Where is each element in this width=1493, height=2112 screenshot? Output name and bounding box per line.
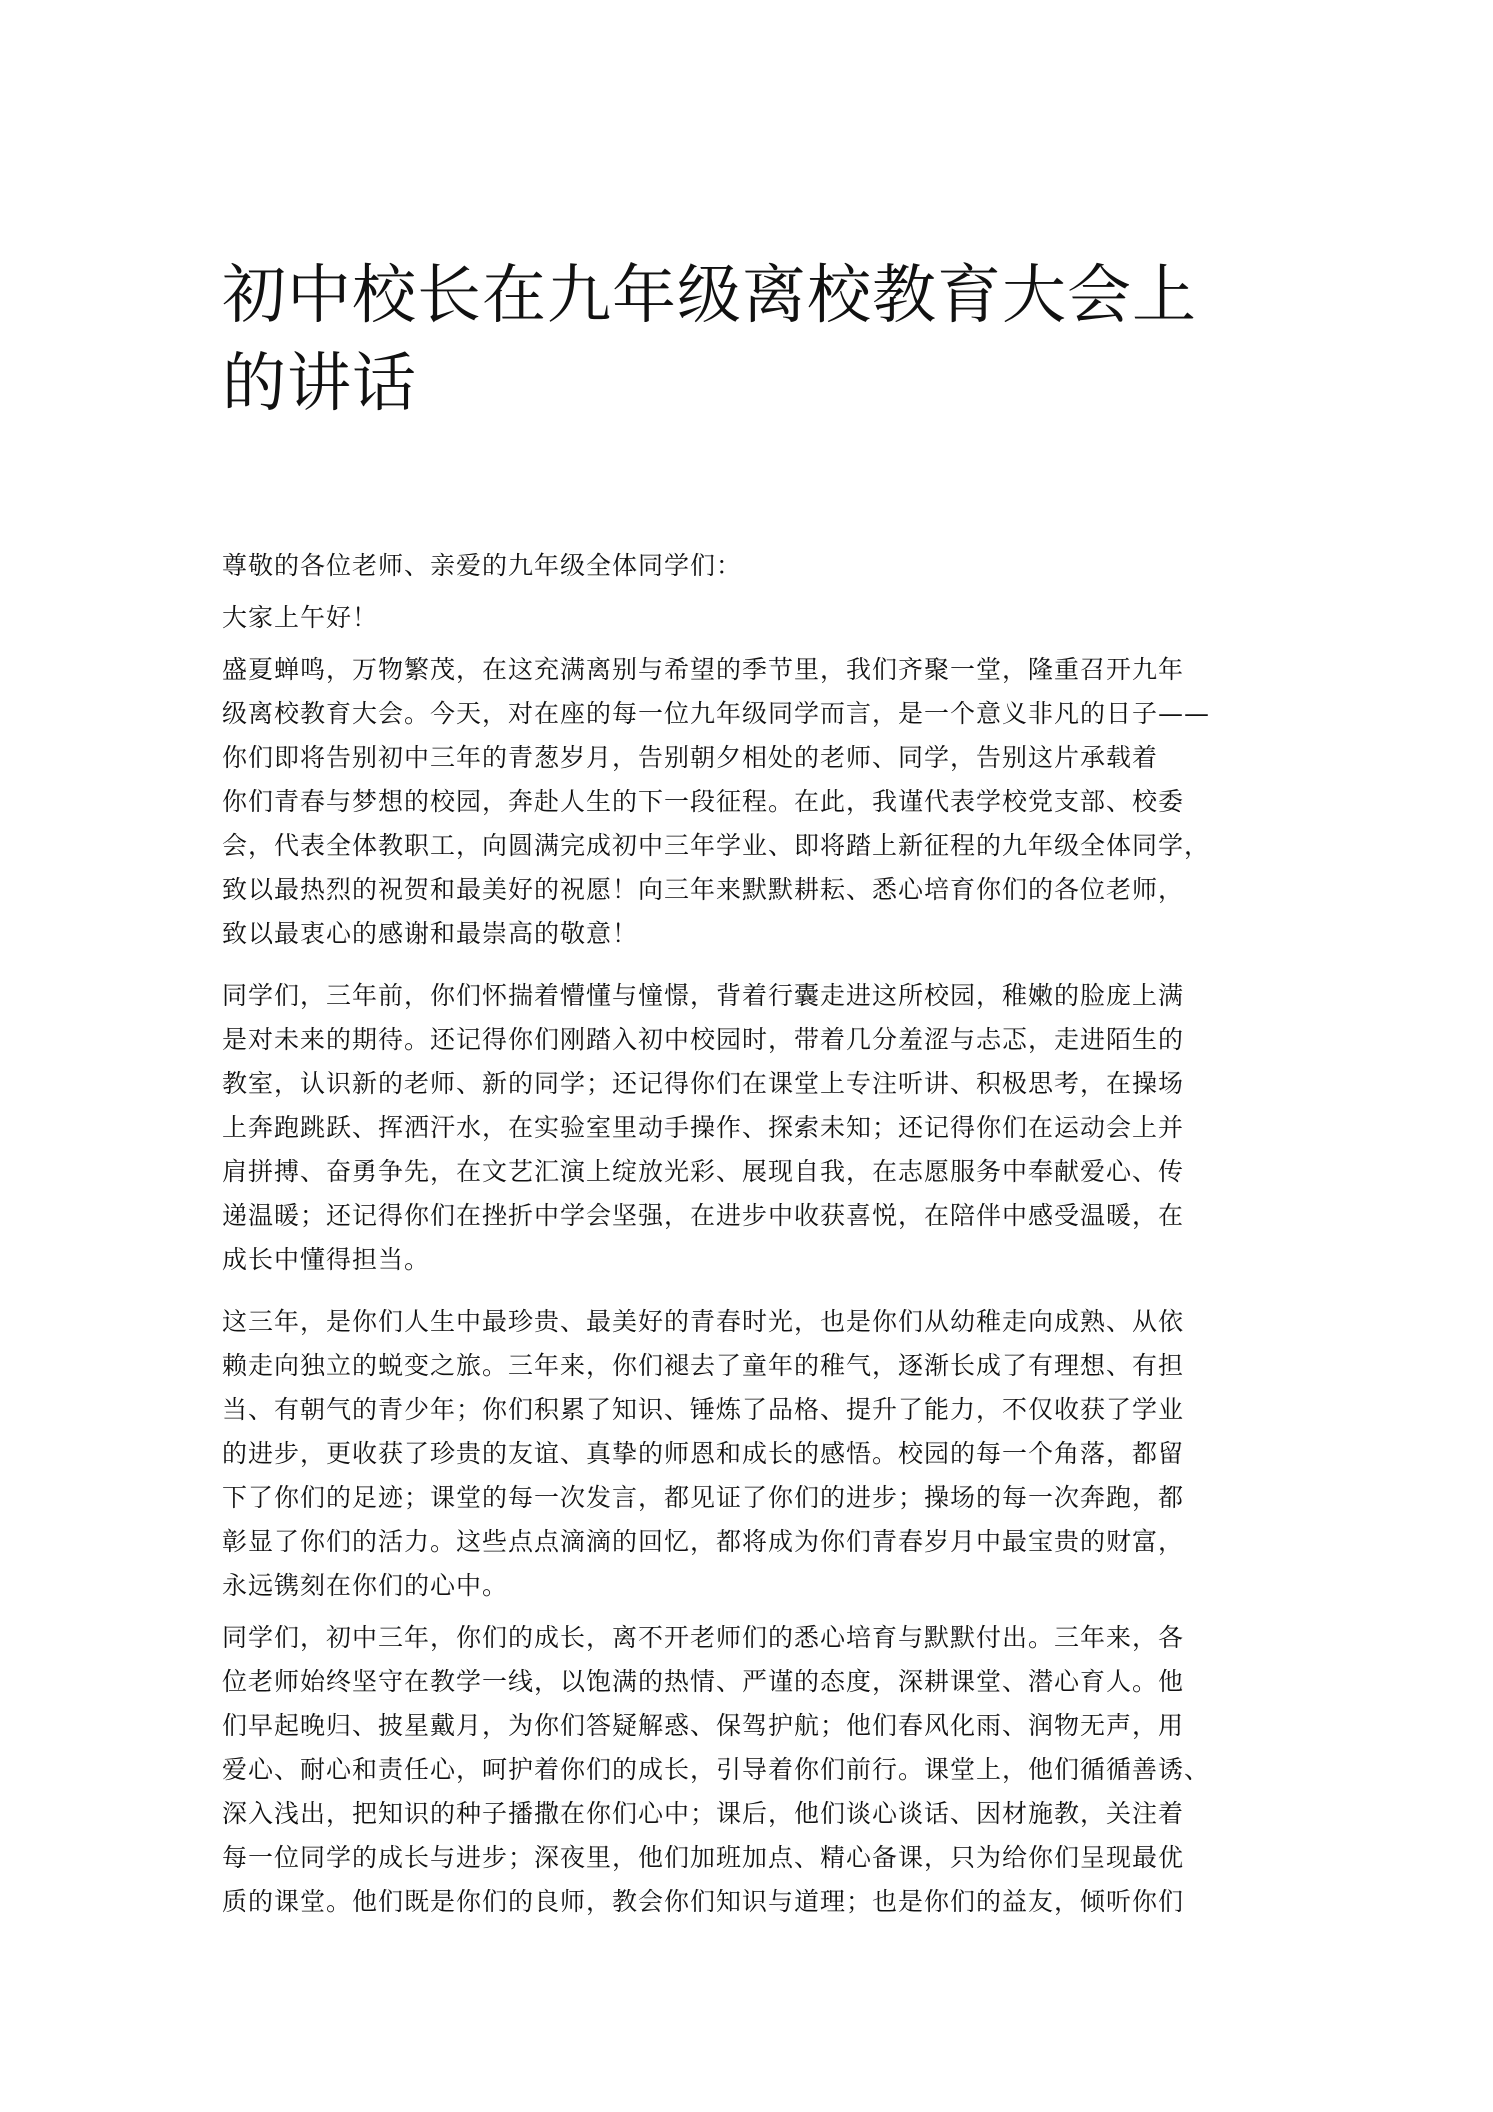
text-line: 赖走向独立的蜕变之旅。三年来，你们褪去了童年的稚气，逐渐长成了有理想、有担 xyxy=(222,1351,1185,1380)
text-line: 的进步，更收获了珍贵的友谊、真挚的师恩和成长的感悟。校园的每一个角落，都留 xyxy=(222,1439,1185,1468)
text-line: 致以最热烈的祝贺和最美好的祝愿！向三年来默默耕耘、悉心培育你们的各位老师， xyxy=(222,875,1185,904)
paragraph-opening xyxy=(222,648,1262,956)
title-line: 的讲话 xyxy=(222,347,417,421)
text-line: 当、有朝气的青少年；你们积累了知识、锤炼了品格、提升了能力，不仅收获了学业 xyxy=(222,1395,1185,1424)
text-line: 肩拼搏、奋勇争先，在文艺汇演上绽放光彩、展现自我，在志愿服务中奉献爱心、传 xyxy=(222,1157,1185,1186)
text-line: 教室，认识新的老师、新的同学；还记得你们在课堂上专注听讲、积极思考，在操场 xyxy=(222,1069,1185,1098)
paragraph-teachers xyxy=(222,1616,1262,1924)
text-line: 成长中懂得担当。 xyxy=(222,1245,431,1274)
text-line: 你们青春与梦想的校园，奔赴人生的下一段征程。在此，我谨代表学校党支部、校委 xyxy=(222,787,1185,816)
text-line: 深入浅出，把知识的种子播撒在你们心中；课后，他们谈心谈话、因材施教，关注着 xyxy=(222,1799,1185,1828)
document-title xyxy=(222,252,1262,428)
text-line: 你们即将告别初中三年的青葱岁月，告别朝夕相处的老师、同学，告别这片承载着 xyxy=(222,743,1159,772)
text-line: 位老师始终坚守在教学一线，以饱满的热情、严谨的态度，深耕课堂、潜心育人。他 xyxy=(222,1667,1185,1696)
text-line: 每一位同学的成长与进步；深夜里，他们加班加点、精心备课，只为给你们呈现最优 xyxy=(222,1843,1185,1872)
text-line: 致以最衷心的感谢和最崇高的敬意！ xyxy=(222,919,639,948)
text-line: 上奔跑跳跃、挥洒汗水，在实验室里动手操作、探索未知；还记得你们在运动会上并 xyxy=(222,1113,1185,1142)
text-line: 同学们，初中三年，你们的成长，离不开老师们的悉心培育与默默付出。三年来，各 xyxy=(222,1623,1185,1652)
text-line: 会，代表全体教职工，向圆满完成初中三年学业、即将踏上新征程的九年级全体同学， xyxy=(222,831,1211,860)
text-line: 下了你们的足迹；课堂的每一次发言，都见证了你们的进步；操场的每一次奔跑，都 xyxy=(222,1483,1185,1512)
text-line: 这三年，是你们人生中最珍贵、最美好的青春时光，也是你们从幼稚走向成熟、从依 xyxy=(222,1307,1185,1336)
title-line: 初中校长在九年级离校教育大会上 xyxy=(222,259,1197,333)
text-line: 们早起晚归、披星戴月，为你们答疑解惑、保驾护航；他们春风化雨、润物无声，用 xyxy=(222,1711,1185,1740)
text-line: 质的课堂。他们既是你们的良师，教会你们知识与道理；也是你们的益友，倾听你们 xyxy=(222,1887,1185,1916)
text-line: 同学们，三年前，你们怀揣着懵懂与憧憬，背着行囊走进这所校园，稚嫩的脸庞上满 xyxy=(222,981,1185,1010)
document-body xyxy=(222,252,1262,1924)
text-line: 是对未来的期待。还记得你们刚踏入初中校园时，带着几分羞涩与忐忑，走进陌生的 xyxy=(222,1025,1185,1054)
text-line: 彰显了你们的活力。这些点点滴滴的回忆，都将成为你们青春岁月中最宝贵的财富， xyxy=(222,1527,1185,1556)
text-line: 盛夏蝉鸣，万物繁茂，在这充满离别与希望的季节里，我们齐聚一堂，隆重召开九年 xyxy=(222,655,1185,684)
text-line: 递温暖；还记得你们在挫折中学会坚强，在进步中收获喜悦，在陪伴中感受温暖，在 xyxy=(222,1201,1185,1230)
text-line: 级离校教育大会。今天，对在座的每一位九年级同学而言，是一个意义非凡的日子—— xyxy=(222,699,1211,728)
paragraph-growth xyxy=(222,1300,1262,1608)
paragraph-memories xyxy=(222,974,1262,1282)
salutation: 尊敬的各位老师、亲爱的九年级全体同学们： xyxy=(222,551,743,580)
text-line: 永远镌刻在你们的心中。 xyxy=(222,1571,509,1600)
greeting: 大家上午好！ xyxy=(222,603,379,632)
text-line: 爱心、耐心和责任心，呵护着你们的成长，引导着你们前行。课堂上，他们循循善诱、 xyxy=(222,1755,1211,1784)
